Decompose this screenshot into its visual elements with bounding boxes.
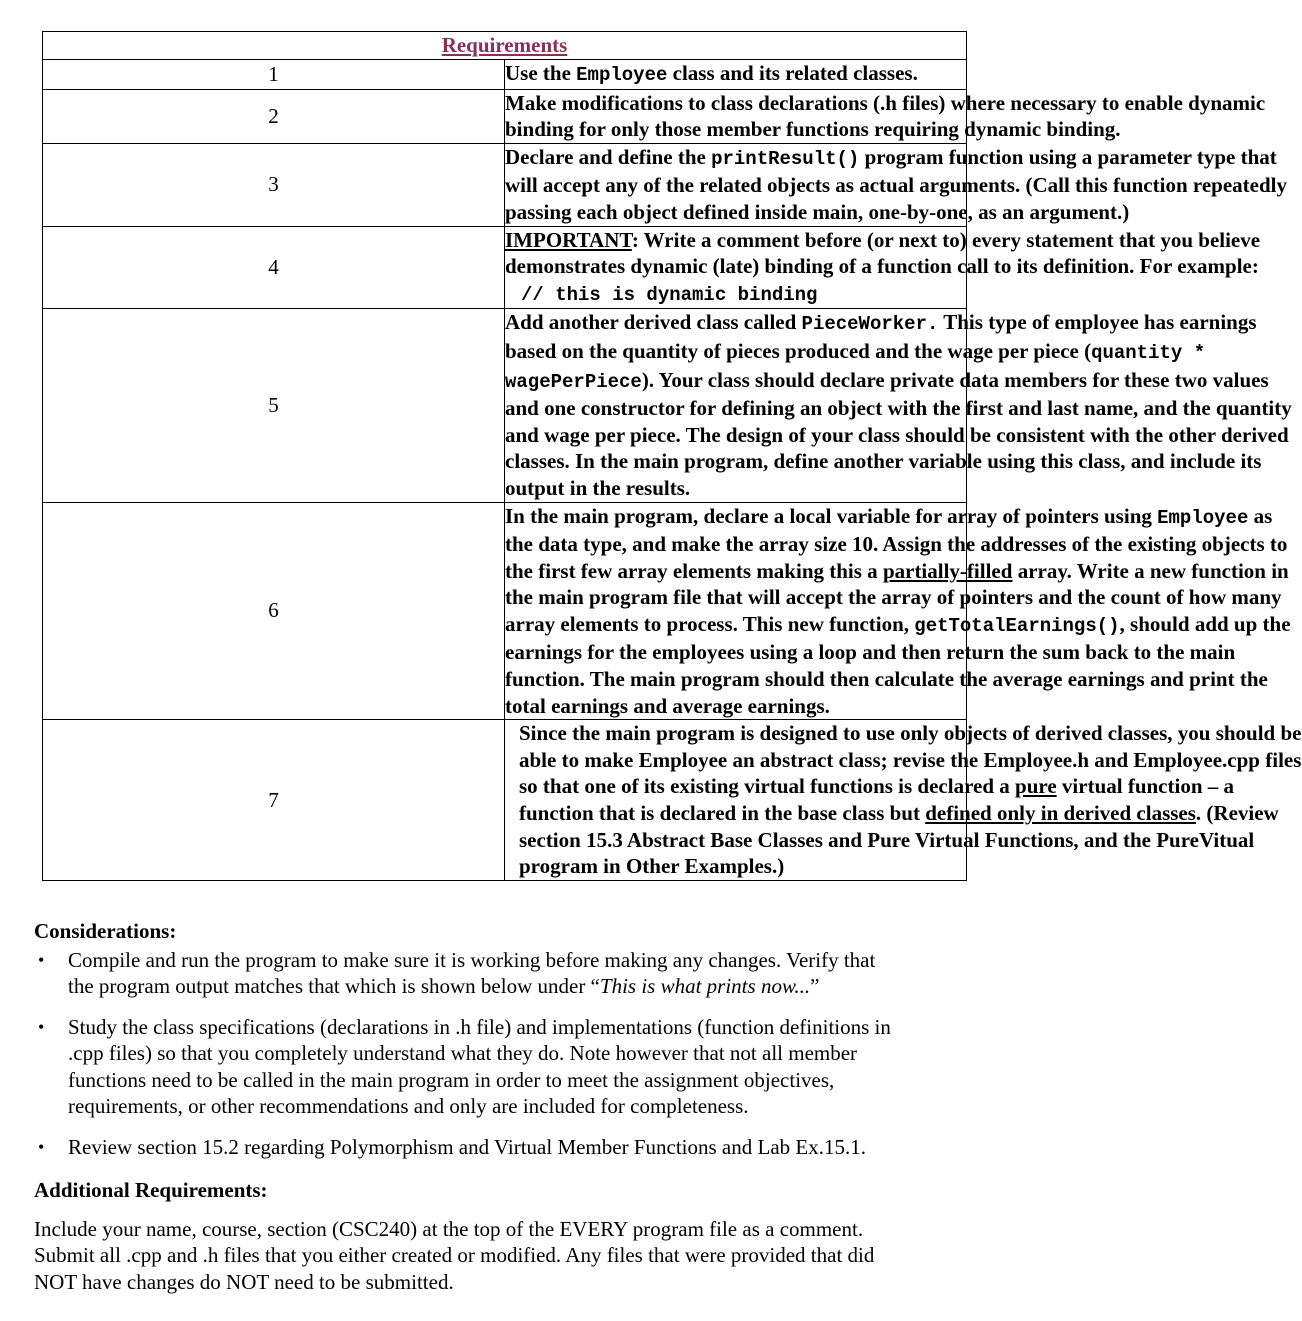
text-segment: and wage per piece. The design of your class should be consistent with the other derived [505, 422, 1289, 447]
requirement-line [505, 227, 1261, 254]
additional-line: Submit all .cpp and .h files that you either created or modified. Any files that were provided that did [34, 1243, 875, 1267]
requirement-line [505, 611, 1291, 640]
consideration-line [68, 1093, 984, 1120]
text-segment: the main program file that will accept the array of pointers and the count of how many [505, 585, 1282, 610]
text-segment: will accept any of the related objects as actual arguments. (Call this function repeatedly [505, 173, 1287, 198]
text-segment: binding for only those member functions requiring dynamic binding. [505, 117, 1121, 142]
requirement-line [505, 338, 1206, 367]
requirement-line [505, 584, 1282, 611]
text-segment: defined only in derived classes [925, 801, 1196, 826]
considerations-list [34, 947, 984, 1161]
requirement-line [505, 199, 1130, 226]
text-segment: . (Review [1195, 801, 1279, 826]
requirement-line [505, 639, 1236, 666]
text-segment: Study the class specifications (declarations in .h file) and implementations (function definitions in [68, 1014, 891, 1039]
text-segment: Use the [505, 61, 577, 85]
requirement-number: 2 [43, 89, 505, 143]
requirement-text [505, 143, 1287, 226]
requirements-table [42, 31, 1302, 881]
requirement-line [519, 800, 1279, 827]
requirement-line [505, 60, 966, 89]
text-segment: This type of employee has earnings [938, 310, 1257, 335]
requirement-row [43, 143, 967, 226]
text-segment: , should add up the [1119, 611, 1291, 636]
requirement-number: 3 [43, 143, 505, 226]
requirement-line [505, 309, 1257, 338]
requirement-line [505, 253, 1259, 280]
requirement-line [505, 503, 1273, 532]
text-segment: virtual function – a [1056, 774, 1235, 799]
text-segment: pure [1015, 774, 1057, 799]
requirement-line [505, 90, 1266, 117]
consideration-line [68, 1134, 984, 1161]
text-segment: and one constructor for defining an object with the first and last name, and the quantity [505, 396, 1292, 421]
text-segment: Review section 15.2 regarding Polymorphism and Virtual Member Functions and Lab Ex.15.1. [68, 1134, 866, 1159]
text-segment: program in Other Examples.) [519, 854, 785, 879]
text-segment: as [1248, 503, 1273, 528]
text-segment: // this is dynamic binding [521, 283, 818, 306]
requirement-line [505, 116, 1121, 143]
text-segment: In the main program, declare a local variable for array of pointers using [505, 503, 1158, 528]
requirement-number: 6 [43, 502, 505, 720]
text-segment: getTotalEarnings() [914, 614, 1120, 637]
text-segment: section 15.3 Abstract Base Classes and Pure Virtual Functions, and the PureVitual [519, 827, 1255, 852]
requirement-row [43, 60, 967, 90]
text-segment: earnings for the employees using a loop and then return the sum back to the main [505, 640, 1236, 665]
requirement-text [505, 60, 967, 90]
text-segment: quantity * [1091, 341, 1206, 364]
text-segment: .cpp files) so that you completely understand what they do. Note however that not all member [68, 1041, 858, 1065]
requirement-text [505, 502, 1291, 720]
text-segment: passing each object defined inside main, one-by-one, as an argument.) [505, 199, 1130, 224]
requirement-row [43, 720, 967, 881]
requirement-line [505, 395, 1292, 422]
text-segment: output in the results. [505, 475, 691, 500]
consideration-line [68, 947, 984, 974]
requirement-line [519, 747, 1302, 774]
text-segment: wagePerPiece [505, 370, 642, 393]
text-segment: class and its related classes. [667, 61, 918, 85]
additional-body [34, 1216, 984, 1296]
requirement-line [505, 693, 966, 720]
requirement-line [519, 853, 966, 880]
requirement-text [505, 226, 1261, 309]
consideration-item [34, 947, 984, 1000]
requirement-line [505, 666, 1268, 693]
requirement-number: 4 [43, 226, 505, 309]
text-segment: IMPORTANT [505, 227, 632, 252]
considerations-heading: Considerations: [34, 919, 177, 943]
requirement-line [519, 773, 1235, 800]
text-segment: so that one of its existing virtual functions is declared a [519, 774, 1016, 799]
requirement-row [43, 226, 967, 309]
requirement-line [505, 422, 1289, 449]
text-segment: the first few array elements making this a [505, 558, 883, 583]
consideration-line [68, 1067, 984, 1094]
text-segment: ” [810, 974, 820, 998]
requirement-number: 5 [43, 309, 505, 502]
text-segment: : Write a comment before (or next to) every statement that you believe [631, 227, 1261, 252]
requirement-row [43, 309, 967, 502]
consideration-line [68, 1040, 984, 1067]
requirement-text [505, 720, 1302, 881]
requirement-line [519, 720, 1302, 747]
text-segment: program function using a parameter type that [859, 144, 1277, 169]
bullet-icon: • [38, 1136, 45, 1157]
requirements-header: Requirements [43, 32, 967, 60]
text-segment: functions need to be called in the main program in order to meet the assignment objectives, [68, 1067, 835, 1092]
additional-line: NOT have changes do NOT need to be submitted. [34, 1269, 454, 1294]
text-segment: printResult() [711, 147, 860, 170]
requirement-line [505, 558, 1289, 585]
text-segment: Employee [576, 64, 668, 86]
requirement-line [505, 475, 966, 502]
text-segment: Employee [1157, 506, 1249, 529]
requirement-line [505, 280, 966, 309]
requirements-header-row [43, 32, 967, 60]
text-segment: Declare and define the [505, 144, 712, 169]
text-segment: Add another derived class called [505, 310, 802, 335]
text-segment: classes. In the main program, define another variable using this class, and include its [505, 449, 1262, 474]
additional-heading: Additional Requirements: [34, 1178, 268, 1202]
bullet-icon: • [38, 1016, 45, 1037]
consideration-line [68, 973, 984, 1000]
consideration-item [34, 1014, 984, 1120]
text-segment: based on the quantity of pieces produced and the wage per piece ( [505, 338, 1092, 363]
text-segment: PieceWorker. [801, 313, 939, 336]
requirement-line [505, 448, 1262, 475]
requirement-text [505, 309, 1292, 502]
text-segment: ). Your class should declare private data members for these two values [641, 367, 1269, 392]
bullet-icon: • [38, 949, 45, 970]
text-segment: array. Write a new function in [1012, 558, 1289, 583]
text-segment: the program output matches that which is shown below under “ [68, 974, 600, 998]
requirement-line [505, 367, 1269, 396]
requirement-line [505, 172, 1287, 199]
notes-section [34, 918, 984, 1295]
text-segment: array elements to process. This new function, [505, 611, 915, 636]
text-segment: total earnings and average earnings. [505, 693, 830, 718]
consideration-item [34, 1134, 984, 1161]
text-segment: able to make Employee an abstract class; revise the Employee.h and Employee.cpp files [519, 747, 1302, 772]
text-segment: function that is declared in the base class but [519, 801, 926, 826]
requirement-row [43, 89, 967, 143]
requirement-line [505, 144, 1277, 173]
text-segment: Compile and run the program to make sure it is working before making any changes. Verify that [68, 947, 876, 972]
requirement-number: 7 [43, 720, 505, 881]
additional-line: Include your name, course, section (CSC240) at the top of the EVERY program file as a comment. [34, 1216, 864, 1241]
requirement-line [505, 531, 1288, 558]
requirement-row [43, 502, 967, 720]
requirement-number: 1 [43, 60, 505, 90]
requirement-line [519, 827, 1255, 854]
requirement-text [505, 89, 1266, 143]
text-segment: function. The main program should then calculate the average earnings and print the [505, 667, 1268, 692]
text-segment: Make modifications to class declarations (.h files) where necessary to enable dynamic [505, 90, 1266, 115]
text-segment: requirements, or other recommendations and only are included for completeness. [68, 1094, 749, 1118]
text-segment: demonstrates dynamic (late) binding of a function call to its definition. For example: [505, 254, 1259, 279]
text-segment: Since the main program is designed to use only objects of derived classes, you should be [519, 721, 1302, 746]
text-segment: the data type, and make the array size 10. Assign the addresses of the existing objects to [505, 532, 1288, 557]
consideration-line [68, 1014, 984, 1041]
text-segment: partially-filled [882, 558, 1013, 583]
text-segment: This is what prints now... [599, 974, 811, 998]
